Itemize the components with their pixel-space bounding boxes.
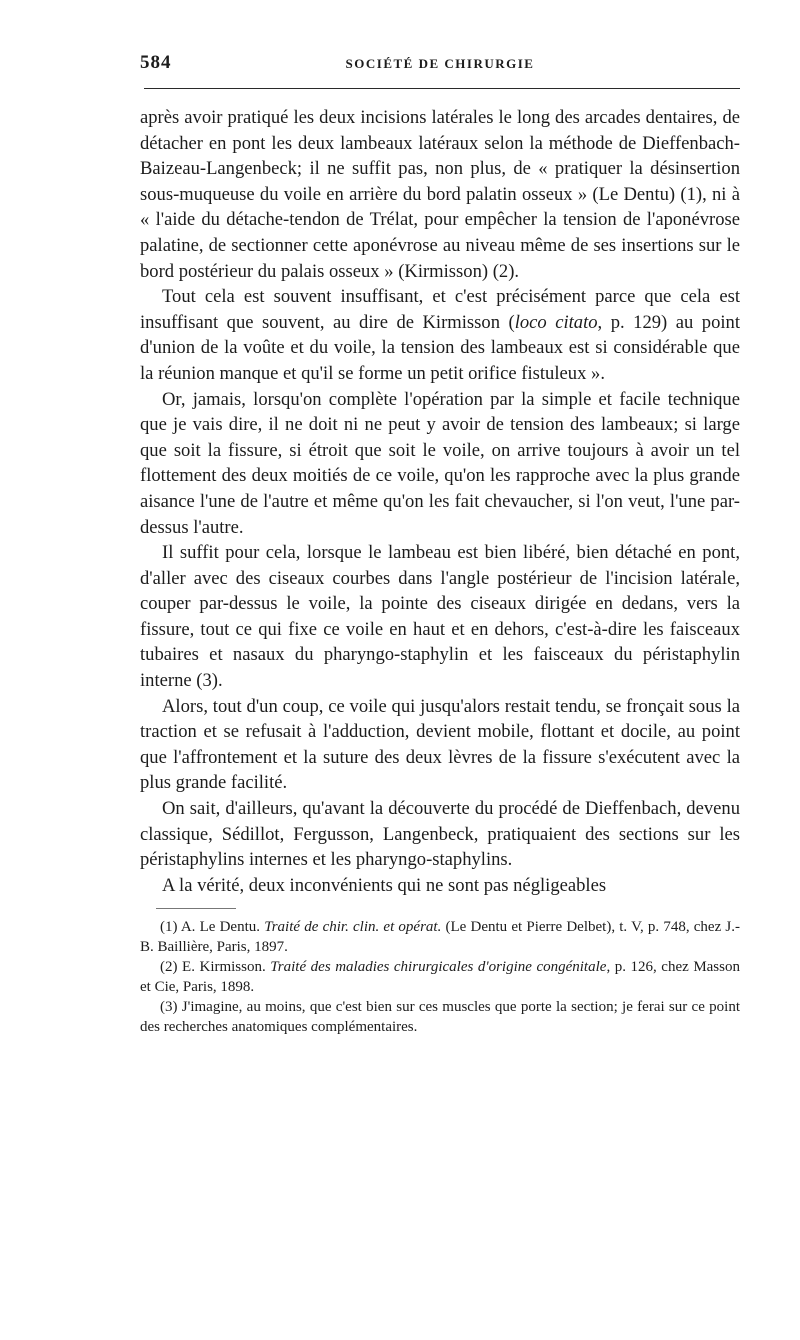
footnote-2-end: , p. 126, chez Masson et Cie, Paris, 1898.	[140, 959, 740, 996]
paragraph-3: Or, jamais, lorsqu'on complète l'opération par la simple et facile technique que je vais dire, il ne doit ni ne peut y avoir de tension des lambeaux; si large que soit la fissure, si étroit que soit le voile, on arrive toujours à avoir un tel flottement des deux moitiés de ce voile, qu'on les rapproche avec la plus grande aisance l'une de l'autre et même qu'on les fait chevaucher, si l'on veut, l'une par-dessus l'autre.	[140, 388, 740, 538]
paragraph-2	[140, 284, 740, 386]
book-page	[140, 52, 740, 1037]
footnote-rule	[156, 908, 236, 909]
footnote-2	[140, 957, 740, 997]
footnote-1-end: (Le Dentu et Pierre Delbet), t. V, p. 748, chez J.-B. Baillière, Paris, 1897.	[140, 919, 741, 956]
paragraph-1: après avoir pratiqué les deux incisions latérales le long des arcades dentaires, de détacher en pont les deux lambeaux latéraux selon la méthode de Dieffenbach-Baizeau-Langenbeck; il ne suffit pas, non plus, de « pratiquer la désinsertion sous-muqueuse du voile en arrière du bord palatin osseux » (Le Dentu) (1), ni à « l'aide du détache-tendon de Trélat, pour empêcher la tension de l'aponévrose palatine, de sectionner cette aponévrose au niveau même de ses insertions sur le bord postérieur du palais osseux » (Kirmisson) (2).	[140, 107, 740, 282]
footnotes	[140, 917, 740, 1037]
footnote-3-text: (3) J'imagine, au moins, que c'est bien sur ces muscles que porte la section; je ferai sur ce point des recherches anatomiques complémentaires.	[140, 999, 740, 1036]
footnote-1	[140, 917, 740, 957]
paragraph-5: Alors, tout d'un coup, ce voile qui jusqu'alors restait tendu, se fronçait sous la traction et se refusait à l'adduction, devient mobile, flottant et docile, au point que l'affrontement et la suture des deux lèvres de la fissure s'exécutent avec la plus grande facilité.	[140, 695, 740, 794]
footnote-1-start: (1) A. Le Dentu.	[160, 919, 265, 936]
footnote-3	[140, 997, 740, 1037]
page-number: 584	[140, 52, 172, 73]
paragraph-2-start: Tout cela est souvent insuffisant, et c'est précisément parce que cela est insuffisant que souvent, au dire de Kirmisson (	[140, 286, 740, 333]
footnote-2-title: Traité des maladies chirurgicales d'origine congénitale	[270, 959, 607, 976]
paragraph-2-citation: loco citato	[514, 311, 598, 333]
footnote-1-title: Traité de chir. clin. et opérat.	[264, 919, 442, 936]
paragraph-6: On sait, d'ailleurs, qu'avant la découverte du procédé de Dieffenbach, devenu classique, Sédillot, Fergusson, Langenbeck, pratiquaient des sections sur les péristaphylins internes et les pharyngo-staphylins.	[140, 798, 740, 871]
paragraph-2-end: , p. 129) au point d'union de la voûte et du voile, la tension des lambeaux est si considérable que la réunion manque et qu'il se forme un petit orifice fistuleux ».	[140, 311, 740, 384]
main-text	[140, 105, 740, 898]
running-title: SOCIÉTÉ DE CHIRURGIE	[345, 56, 535, 71]
paragraph-7: A la vérité, deux inconvénients qui ne sont pas négligeables	[162, 874, 607, 896]
page-header	[140, 52, 740, 82]
paragraph-4: Il suffit pour cela, lorsque le lambeau est bien libéré, bien détaché en pont, d'aller avec des ciseaux courbes dans l'angle postérieur de l'incision latérale, couper par-dessus le voile, la pointe des ciseaux dirigée en dedans, vers la fissure, tout ce qui fixe ce voile en haut et en dehors, c'est-à-dire les faisceaux tubaires et nasaux du pharyngo-staphylin et les faisceaux du péristaphylin interne (3).	[140, 542, 740, 692]
footnote-2-start: (2) E. Kirmisson.	[160, 959, 271, 976]
header-rule	[144, 88, 740, 89]
